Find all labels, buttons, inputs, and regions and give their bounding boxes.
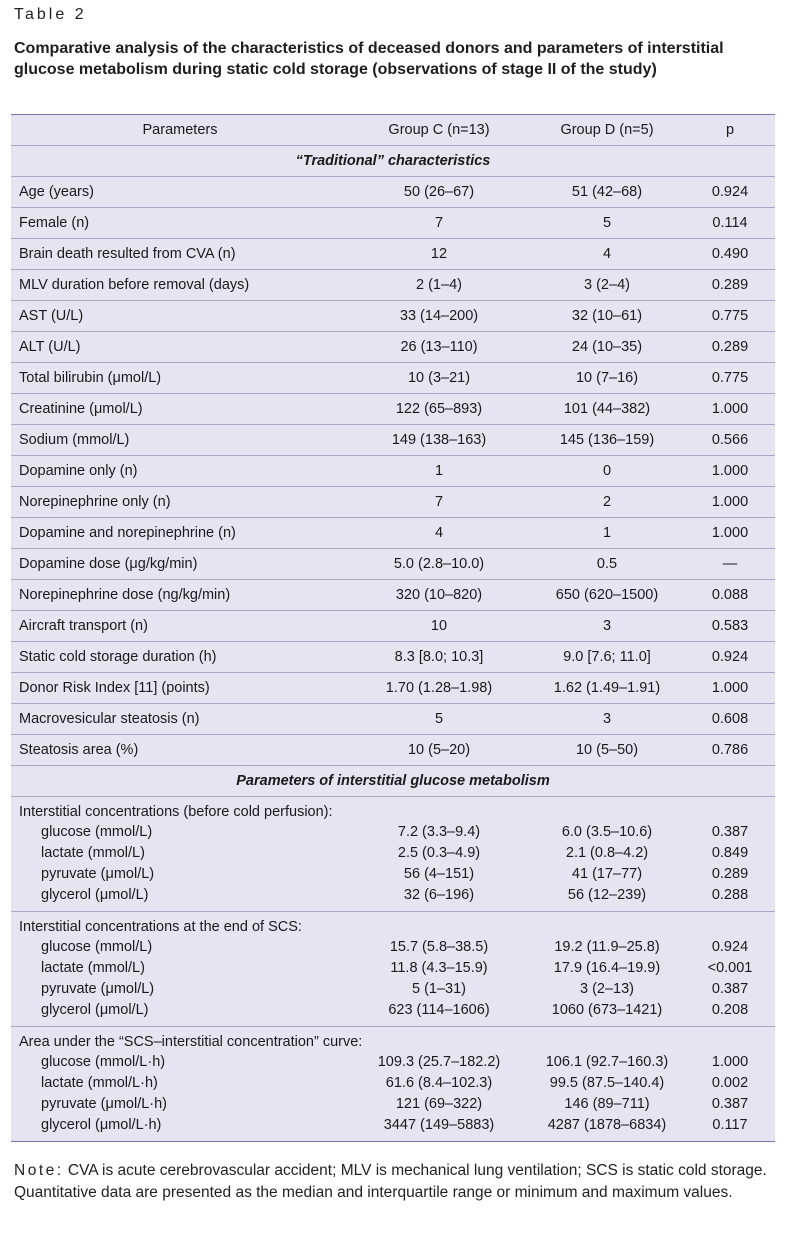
row-group-c-value: 623 (114–1606) (349, 999, 529, 1027)
row-group-c-value: 7 (349, 208, 529, 239)
row-p-value: 0.288 (685, 884, 775, 912)
table-note (14, 1160, 776, 1204)
table-row (11, 978, 775, 999)
row-p-value: 0.583 (685, 611, 775, 642)
row-p-value: 0.775 (685, 301, 775, 332)
row-group-c-value: 7.2 (3.3–9.4) (397, 823, 481, 840)
row-group-d-value: 99.5 (87.5–140.4) (549, 1074, 665, 1091)
row-p-value: 1.000 (685, 456, 775, 487)
row-group-c-value: 32 (6–196) (349, 884, 529, 912)
row-group-c-value: 61.6 (8.4–102.3) (385, 1074, 493, 1091)
row-p-value: 0.924 (685, 642, 775, 673)
row-parameter: Creatinine (μmol/L) (11, 394, 349, 425)
row-p-value: 0.117 (685, 1114, 775, 1142)
row-group-c-value: 121 (69–322) (395, 1095, 483, 1112)
table-row (11, 518, 775, 549)
row-group-d-value: 106.1 (92.7–160.3) (545, 1053, 669, 1070)
table-row (11, 332, 775, 363)
row-group-d-value: 2 (529, 487, 685, 518)
row-p-value: 0.387 (711, 823, 749, 840)
table-row (11, 704, 775, 735)
row-group-c-value: 50 (26–67) (349, 177, 529, 208)
row-group-c-value: 109.3 (25.7–182.2) (377, 1053, 501, 1070)
row-group-c-value: 15.7 (5.8–38.5) (389, 938, 489, 955)
row-group-d-value: 6.0 (3.5–10.6) (561, 823, 653, 840)
row-group-d-value: 19.2 (11.9–25.8) (554, 938, 660, 955)
row-group-c-value: 33 (14–200) (349, 301, 529, 332)
row-group-d-value: 4287 (1878–6834) (529, 1114, 685, 1142)
row-group-c-value: 2 (1–4) (349, 270, 529, 301)
table-row (11, 957, 775, 978)
section-title-traditional: “Traditional” characteristics (11, 146, 775, 177)
group-title: Interstitial concentrations at the end of SCS: (19, 919, 302, 935)
table-row (11, 611, 775, 642)
row-group-c-value: 320 (10–820) (349, 580, 529, 611)
row-parameter: pyruvate (μmol/L) (41, 865, 155, 882)
row-p-value: 0.289 (711, 865, 749, 882)
row-parameter: ALT (U/L) (11, 332, 349, 363)
row-parameter: glucose (mmol/L·h) (41, 1053, 166, 1070)
table-row (11, 642, 775, 673)
row-parameter: Norepinephrine dose (ng/kg/min) (11, 580, 349, 611)
group-title: Interstitial concentrations (before cold perfusion): (19, 804, 333, 820)
row-group-d-value: 24 (10–35) (529, 332, 685, 363)
row-group-d-value: 10 (7–16) (529, 363, 685, 394)
row-p-value: 1.000 (685, 673, 775, 704)
table-row (11, 673, 775, 704)
note-label: Note: (14, 1162, 64, 1179)
row-p-value: 0.088 (685, 580, 775, 611)
row-group-d-value: 51 (42–68) (529, 177, 685, 208)
row-group-c-value: 10 (5–20) (349, 735, 529, 766)
row-group-d-value: 1 (529, 518, 685, 549)
table-row (11, 1093, 775, 1114)
row-group-d-value: 5 (529, 208, 685, 239)
table-row (11, 735, 775, 766)
table-row (11, 1114, 775, 1142)
group-header-row (11, 797, 775, 822)
row-p-value: 1.000 (685, 394, 775, 425)
row-group-d-value: 3 (2–4) (529, 270, 685, 301)
row-parameter: Dopamine only (n) (11, 456, 349, 487)
row-p-value: 0.114 (685, 208, 775, 239)
row-parameter: glycerol (μmol/L·h) (11, 1114, 349, 1142)
row-group-c-value: 26 (13–110) (349, 332, 529, 363)
row-parameter: glycerol (μmol/L) (11, 884, 349, 912)
row-group-c-value: 2.5 (0.3–4.9) (397, 844, 481, 861)
table-row (11, 301, 775, 332)
column-header-group-c: Group C (n=13) (349, 115, 529, 146)
row-group-d-value: 10 (5–50) (529, 735, 685, 766)
section-header-row (11, 146, 775, 177)
row-parameter: lactate (mmol/L·h) (41, 1074, 158, 1091)
row-parameter: Macrovesicular steatosis (n) (11, 704, 349, 735)
row-group-d-value: 2.1 (0.8–4.2) (565, 844, 649, 861)
table-header-row (11, 115, 775, 146)
row-p-value: <0.001 (707, 959, 753, 976)
data-table (11, 114, 775, 1142)
row-parameter: glucose (mmol/L) (41, 823, 153, 840)
row-p-value: — (685, 549, 775, 580)
row-group-d-value: 0.5 (529, 549, 685, 580)
row-group-d-value: 4 (529, 239, 685, 270)
row-group-d-value: 3 (2–13) (579, 980, 634, 997)
row-group-c-value: 11.8 (4.3–15.9) (390, 959, 488, 976)
table-row (11, 239, 775, 270)
table-row (11, 549, 775, 580)
row-p-value: 0.002 (711, 1074, 749, 1091)
row-p-value: 1.000 (685, 487, 775, 518)
row-p-value: 0.490 (685, 239, 775, 270)
row-p-value: 0.387 (711, 1095, 749, 1112)
row-p-value: 0.289 (685, 270, 775, 301)
row-parameter: MLV duration before removal (days) (11, 270, 349, 301)
row-group-c-value: 3447 (149–5883) (349, 1114, 529, 1142)
row-group-c-value: 8.3 [8.0; 10.3] (349, 642, 529, 673)
row-parameter: Norepinephrine only (n) (11, 487, 349, 518)
row-group-d-value: 9.0 [7.6; 11.0] (529, 642, 685, 673)
row-parameter: Brain death resulted from CVA (n) (11, 239, 349, 270)
row-parameter: Static cold storage duration (h) (11, 642, 349, 673)
row-p-value: 0.775 (685, 363, 775, 394)
row-group-d-value: 41 (17–77) (571, 865, 643, 882)
row-p-value: 0.924 (711, 938, 749, 955)
row-group-d-value: 146 (89–711) (564, 1095, 650, 1112)
table-row (11, 208, 775, 239)
table-row (11, 270, 775, 301)
row-p-value: 0.208 (685, 999, 775, 1027)
table-row (11, 821, 775, 842)
row-p-value: 1.000 (711, 1053, 749, 1070)
table-row (11, 884, 775, 912)
row-parameter: Age (years) (11, 177, 349, 208)
row-group-c-value: 10 (349, 611, 529, 642)
table-row (11, 999, 775, 1027)
row-p-value: 0.289 (685, 332, 775, 363)
row-group-c-value: 7 (349, 487, 529, 518)
row-parameter: Dopamine dose (μg/kg/min) (11, 549, 349, 580)
group-title: Area under the “SCS–interstitial concentration” curve: (19, 1034, 363, 1050)
table-row (11, 842, 775, 863)
row-parameter: glucose (mmol/L) (41, 938, 153, 955)
row-parameter: Dopamine and norepinephrine (n) (11, 518, 349, 549)
row-group-d-value: 1060 (673–1421) (529, 999, 685, 1027)
row-group-c-value: 5 (349, 704, 529, 735)
section-header-row (11, 766, 775, 797)
row-group-d-value: 17.9 (16.4–19.9) (553, 959, 661, 976)
column-header-p: p (685, 115, 775, 146)
table-row (11, 1072, 775, 1093)
table-row (11, 580, 775, 611)
row-parameter: Female (n) (11, 208, 349, 239)
row-p-value: 0.387 (711, 980, 749, 997)
row-group-c-value: 149 (138–163) (349, 425, 529, 456)
row-p-value: 0.608 (685, 704, 775, 735)
row-group-c-value: 122 (65–893) (349, 394, 529, 425)
table-row (11, 456, 775, 487)
table-row (11, 863, 775, 884)
row-group-d-value: 3 (529, 704, 685, 735)
table-label: Table 2 (14, 6, 87, 23)
row-group-d-value: 0 (529, 456, 685, 487)
row-parameter: lactate (mmol/L) (41, 959, 145, 976)
row-group-c-value: 10 (3–21) (349, 363, 529, 394)
table-row (11, 1051, 775, 1072)
row-p-value: 0.924 (685, 177, 775, 208)
row-group-c-value: 1.70 (1.28–1.98) (349, 673, 529, 704)
row-parameter: pyruvate (μmol/L·h) (41, 1095, 168, 1112)
row-group-d-value: 145 (136–159) (529, 425, 685, 456)
row-parameter: glycerol (μmol/L) (11, 999, 349, 1027)
row-group-d-value: 1.62 (1.49–1.91) (529, 673, 685, 704)
row-group-d-value: 3 (529, 611, 685, 642)
row-group-d-value: 101 (44–382) (529, 394, 685, 425)
row-group-d-value: 56 (12–239) (529, 884, 685, 912)
table-row (11, 425, 775, 456)
table-caption: Comparative analysis of the characteristics of deceased donors and parameters of interstitial glucose metabolism during static cold storage (observations of stage II of the study) (14, 40, 724, 78)
row-group-c-value: 1 (349, 456, 529, 487)
row-group-c-value: 56 (4–151) (403, 865, 475, 882)
row-group-d-value: 650 (620–1500) (529, 580, 685, 611)
row-parameter: Donor Risk Index [11] (points) (11, 673, 349, 704)
note-text: CVA is acute cerebrovascular accident; MLV is mechanical lung ventilation; SCS is static cold storage. Quantitative data are presented as the median and interquartile range or minimum and maximum values. (14, 1162, 767, 1201)
row-parameter: lactate (mmol/L) (41, 844, 145, 861)
group-header-row (11, 1027, 775, 1052)
table-row (11, 936, 775, 957)
row-p-value: 1.000 (685, 518, 775, 549)
row-group-c-value: 5.0 (2.8–10.0) (349, 549, 529, 580)
table-row (11, 363, 775, 394)
row-group-c-value: 12 (349, 239, 529, 270)
table-row (11, 177, 775, 208)
row-parameter: pyruvate (μmol/L) (41, 980, 155, 997)
row-p-value: 0.849 (711, 844, 749, 861)
row-group-d-value: 32 (10–61) (529, 301, 685, 332)
table-row (11, 394, 775, 425)
row-parameter: Steatosis area (%) (11, 735, 349, 766)
row-group-c-value: 5 (1–31) (411, 980, 466, 997)
row-parameter: AST (U/L) (11, 301, 349, 332)
section-title-glucose-metabolism: Parameters of interstitial glucose metabolism (11, 766, 775, 797)
table-row (11, 487, 775, 518)
column-header-parameters: Parameters (11, 115, 349, 146)
group-header-row (11, 912, 775, 937)
row-p-value: 0.566 (685, 425, 775, 456)
column-header-group-d: Group D (n=5) (529, 115, 685, 146)
row-p-value: 0.786 (685, 735, 775, 766)
row-group-c-value: 4 (349, 518, 529, 549)
row-parameter: Sodium (mmol/L) (11, 425, 349, 456)
row-parameter: Aircraft transport (n) (11, 611, 349, 642)
row-parameter: Total bilirubin (μmol/L) (11, 363, 349, 394)
